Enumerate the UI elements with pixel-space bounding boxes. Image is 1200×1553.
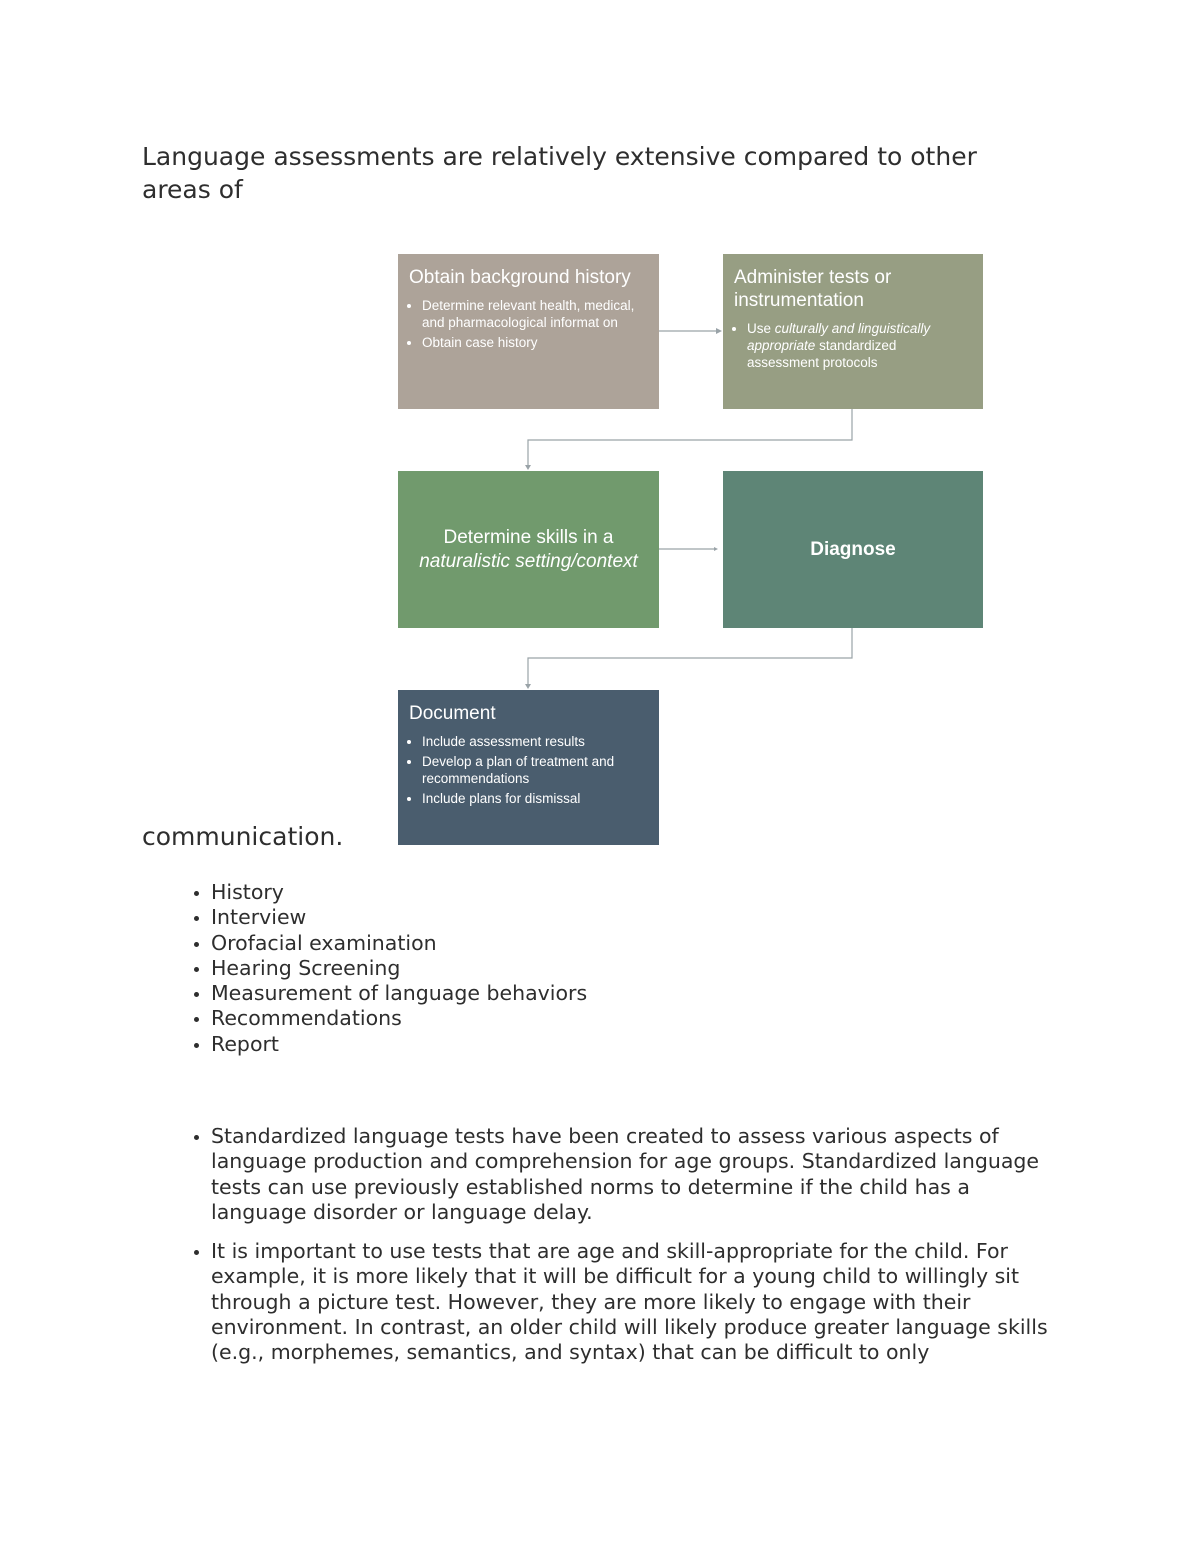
list-item: • Report: [211, 1032, 587, 1057]
list-item: • Interview: [211, 905, 587, 930]
list-item-text: standardized assessment protocols: [747, 338, 897, 370]
box-determine-skills: [398, 471, 659, 628]
list-item-emphasis: culturally and linguistically appropriate: [747, 321, 931, 353]
arrowhead-icon: [714, 547, 718, 551]
arrowhead-icon: [525, 465, 531, 470]
list-item: • Include plans for dismissal: [422, 790, 648, 807]
box-administer-tests-list: [734, 320, 972, 371]
list-item: • Hearing Screening: [211, 956, 587, 981]
list-item: • Develop a plan of treatment and recommendations: [422, 753, 648, 787]
connector-tests-to-skills: [528, 409, 852, 465]
list-item: • Measurement of language behaviors: [211, 981, 587, 1006]
notes-list: [172, 1124, 1071, 1380]
connector-diagnose-to-document: [528, 628, 852, 684]
list-item: • Standardized language tests have been created to assess various aspects of language production and comprehension for age groups. Standardized language tests can use previously established norms to determine if the child has a language disorder or language delay.: [211, 1124, 1071, 1225]
list-item: • History: [211, 880, 587, 905]
list-item: • Determine relevant health, medical, and pharmacological informat on: [422, 297, 648, 331]
arrowhead-icon: [716, 328, 722, 334]
list-item: • Orofacial examination: [211, 931, 587, 956]
box-diagnose-title: Diagnose: [810, 538, 896, 560]
assessment-components-list: [172, 880, 587, 1057]
list-item: [747, 320, 972, 371]
box-determine-skills-line2: naturalistic setting/context: [419, 550, 638, 572]
box-document-title: Document: [409, 703, 496, 724]
page-heading: Language assessments are relatively extensive compared to other areas of: [142, 142, 977, 204]
box-administer-tests-title: Administer tests or instrumentation: [734, 267, 892, 311]
list-item-text: Use: [747, 321, 775, 336]
box-determine-skills-line1: Determine skills in a: [443, 526, 614, 548]
list-item: • Include assessment results: [422, 733, 648, 750]
box-document-list: [409, 733, 648, 807]
box-background-history-title: Obtain background history: [409, 267, 631, 288]
box-administer-tests: [723, 254, 983, 409]
box-background-history: [398, 254, 659, 409]
page-heading-tail: communication.: [142, 822, 344, 851]
arrowhead-icon: [525, 684, 531, 689]
list-item: • It is important to use tests that are age and skill-appropriate for the child. For example, it is more likely that it will be difficult for a young child to willingly sit through a picture test. However, they are more likely to engage with their environment. In contrast, an older child will likely produce greater language skills (e.g., morphemes, semantics, and syntax) that can be difficult to only: [211, 1239, 1071, 1365]
box-background-history-list: [409, 297, 648, 351]
list-item: • Obtain case history: [422, 334, 648, 351]
box-document: [398, 690, 659, 845]
box-diagnose: [723, 471, 983, 628]
list-item: • Recommendations: [211, 1006, 587, 1031]
